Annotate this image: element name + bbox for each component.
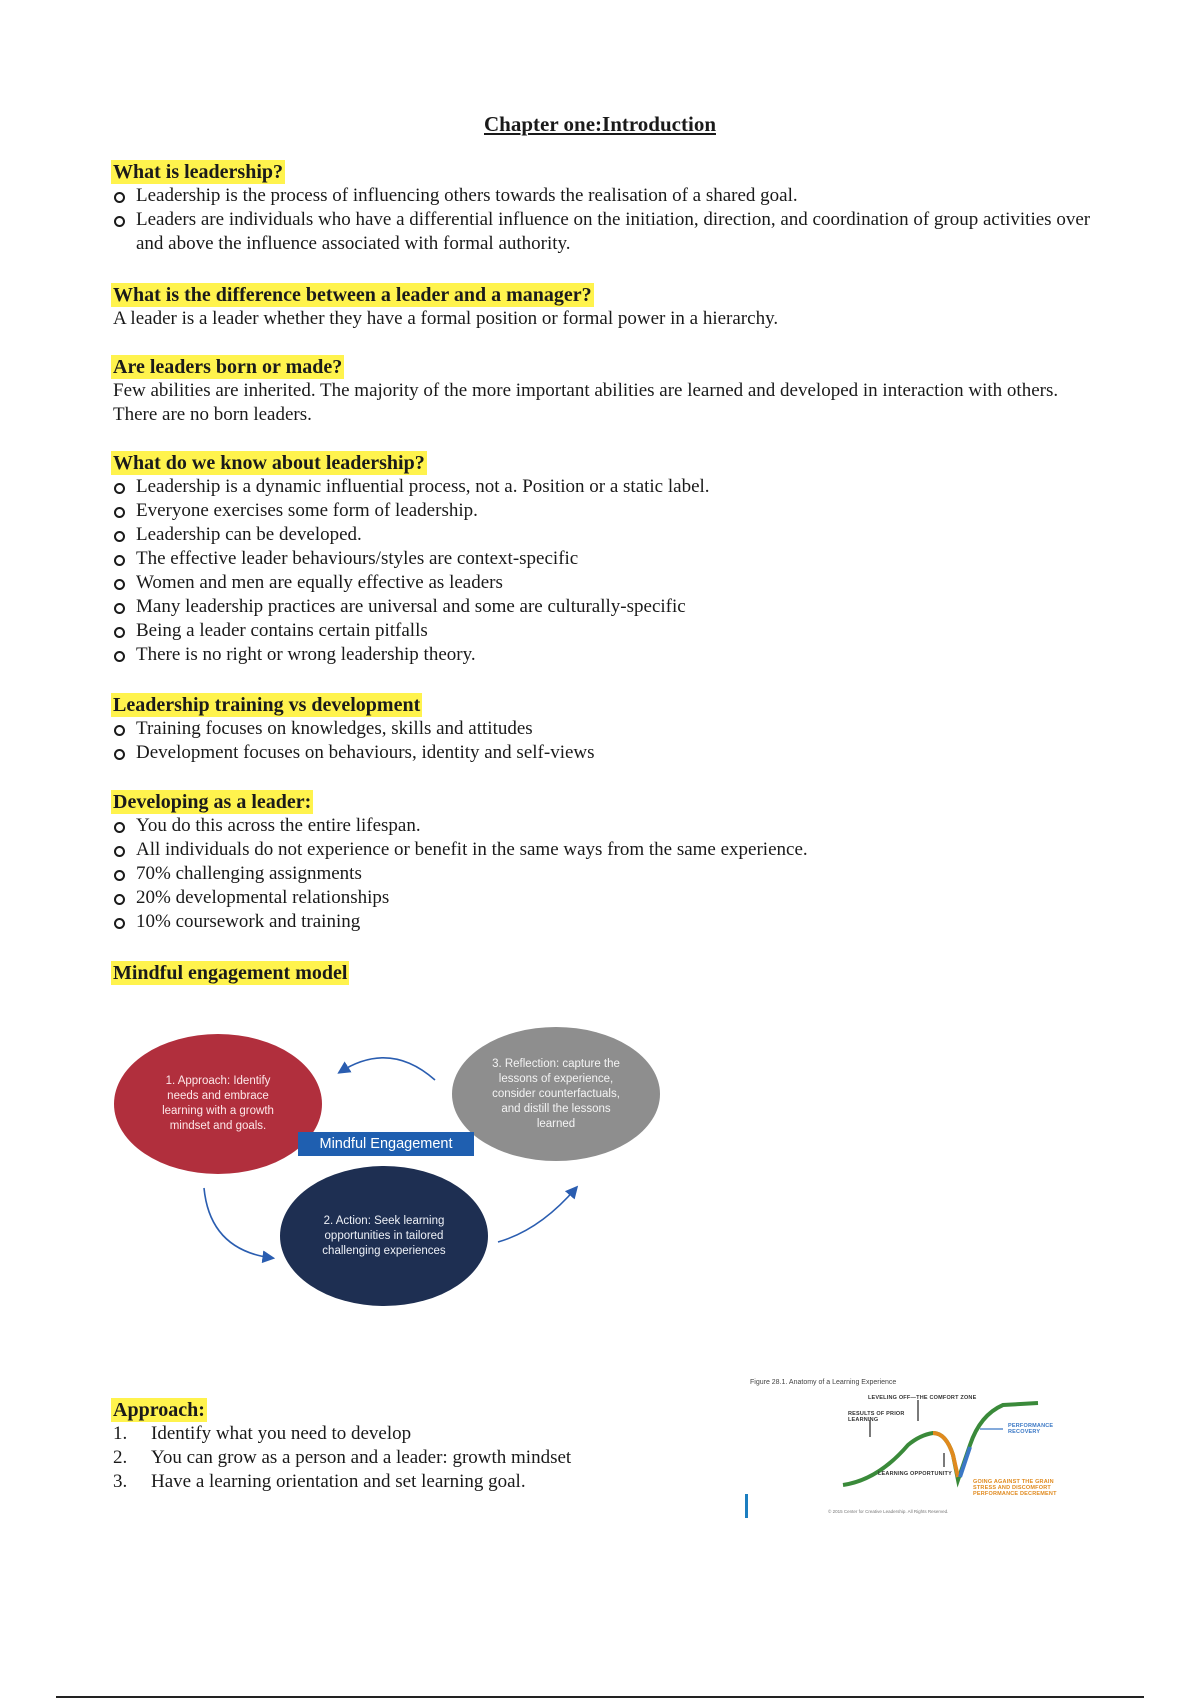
arrow-approach-to-action	[204, 1188, 272, 1258]
section-heading: Mindful engagement model	[113, 962, 348, 984]
list-item: Everyone exercises some form of leadership.	[113, 499, 1093, 523]
section-heading: What is leadership?	[113, 161, 284, 183]
list-item: Leadership is the process of influencing others towards the realisation of a shared goal.	[113, 184, 1093, 208]
page-title: Chapter one:Introduction	[484, 112, 716, 136]
page-bottom-rule	[56, 1696, 1144, 1698]
label-leveling: LEVELING OFF—THE COMFORT ZONE	[868, 1395, 977, 1401]
list-item: Being a leader contains certain pitfalls	[113, 619, 1093, 643]
bullet-list	[113, 717, 1093, 765]
list-item: 10% coursework and training	[113, 910, 1093, 934]
paragraph: A leader is a leader whether they have a formal position or formal power in a hierarchy.	[113, 308, 779, 329]
approach-node: 1. Approach: Identify needs and embrace learning with a growth mindset and goals.	[114, 1034, 322, 1174]
section-heading: Leadership training vs development	[113, 694, 421, 716]
mindful-engagement-label: Mindful Engagement	[298, 1132, 474, 1156]
arrow-reflection-to-approach	[340, 1058, 435, 1080]
figure-copyright: © 2015 Center for Creative Leadership. All Rights Reserved.	[828, 1509, 949, 1514]
label-prior: RESULTS OF PRIOR LEARNING	[848, 1411, 905, 1423]
list-item: Leaders are individuals who have a differential influence on the initiation, direction, and coordination of group activities over and above the influence associated with formal authority.	[113, 208, 1093, 256]
list-item: Training focuses on knowledges, skills and attitudes	[113, 717, 1093, 741]
list-item: Many leadership practices are universal and some are culturally-specific	[113, 595, 1093, 619]
paragraph: Few abilities are inherited. The majority of the more important abilities are learned and developed in interaction with others. There are no born leaders.	[113, 380, 1059, 425]
label-grain: GOING AGAINST THE GRAIN STRESS AND DISCOMFORT PERFORMANCE DECREMENT	[973, 1479, 1057, 1497]
list-item: 3. Have a learning orientation and set learning goal.	[113, 1471, 526, 1492]
list-item: Women and men are equally effective as leaders	[113, 571, 1093, 595]
bullet-list	[113, 184, 1093, 256]
label-opportunity: LEARNING OPPORTUNITY	[878, 1471, 952, 1477]
list-item: 2. You can grow as a person and a leader: growth mindset	[113, 1447, 572, 1468]
section-developing	[113, 790, 1093, 934]
list-item: Development focuses on behaviours, identity and self-views	[113, 741, 1093, 765]
list-item: There is no right or wrong leadership theory.	[113, 643, 1093, 667]
bullet-list	[113, 475, 1093, 667]
action-node: 2. Action: Seek learning opportunities in tailored challenging experiences	[280, 1166, 488, 1306]
arrow-action-to-reflection	[498, 1188, 576, 1242]
section-heading: Approach:	[113, 1399, 205, 1421]
list-item: You do this across the entire lifespan.	[113, 814, 1093, 838]
section-heading: What do we know about leadership?	[113, 452, 425, 474]
section-heading: Developing as a leader:	[113, 791, 312, 813]
section-what-is-leadership	[113, 160, 1093, 256]
learning-experience-figure	[748, 1375, 1068, 1525]
section-training-vs-development	[113, 693, 1093, 765]
section-mindful	[113, 961, 1093, 985]
curve-blue	[960, 1447, 970, 1477]
section-leader-vs-manager	[113, 283, 1093, 331]
section-what-we-know	[113, 451, 1093, 667]
list-item: Leadership can be developed.	[113, 523, 1093, 547]
section-born-or-made	[113, 355, 1093, 427]
reflection-node: 3. Reflection: capture the lessons of experience, consider counterfactuals, and distill the lessons learned	[452, 1027, 660, 1161]
label-recovery: PERFORMANCE RECOVERY	[1008, 1423, 1054, 1435]
section-heading: Are leaders born or made?	[113, 356, 343, 378]
list-item: The effective leader behaviours/styles are context-specific	[113, 547, 1093, 571]
list-item: 1. Identify what you need to develop	[113, 1423, 412, 1444]
mindful-engagement-diagram	[100, 1020, 700, 1320]
text-cursor	[745, 1494, 748, 1518]
section-heading: What is the difference between a leader and a manager?	[113, 284, 592, 306]
figure-caption: Figure 28.1. Anatomy of a Learning Experience	[750, 1379, 897, 1386]
list-item: 20% developmental relationships	[113, 886, 1093, 910]
list-item: All individuals do not experience or benefit in the same ways from the same experience.	[113, 838, 1093, 862]
list-item: Leadership is a dynamic influential process, not a. Position or a static label.	[113, 475, 1093, 499]
list-item: 70% challenging assignments	[113, 862, 1093, 886]
bullet-list	[113, 814, 1093, 934]
